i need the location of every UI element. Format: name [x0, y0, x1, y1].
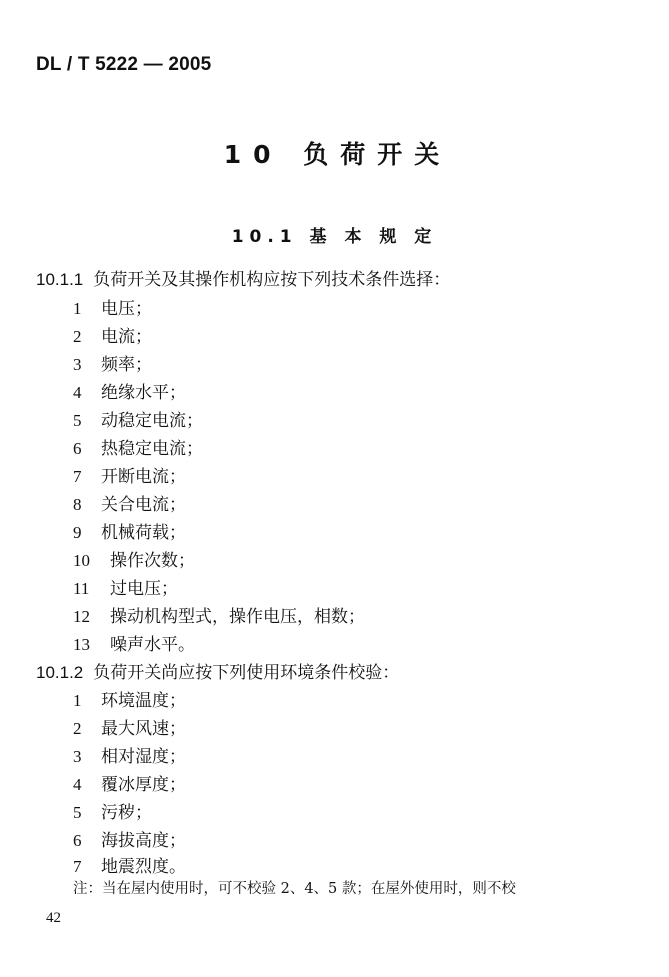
item-text: 噪声水平。 [110, 635, 195, 655]
item-text: 操动机构型式，操作电压，相数； [110, 607, 365, 627]
list-item [73, 546, 195, 571]
item-number: 7 [73, 467, 82, 486]
item-text: 环境温度； [101, 691, 186, 711]
item-number: 9 [73, 523, 82, 542]
item-text: 关合电流； [101, 495, 186, 515]
item-text: 热稳定电流； [101, 439, 203, 459]
item-text: 动稳定电流； [101, 411, 203, 431]
note-text: 注：当在屋内使用时，可不校验 2、4、5 款；在屋外使用时，则不校 [73, 881, 516, 897]
item-number: 2 [73, 327, 82, 346]
item-number: 4 [73, 775, 82, 794]
list-item [73, 294, 152, 319]
list-item [73, 770, 186, 795]
list-item [73, 434, 203, 459]
item-number: 2 [73, 719, 82, 738]
item-text: 操作次数； [110, 551, 195, 571]
item-number: 4 [73, 383, 82, 402]
standard-code: DL / T 5222 — 2005 [36, 54, 212, 75]
item-number: 3 [73, 747, 82, 766]
item-number: 1 [73, 299, 82, 318]
item-text: 污秽； [101, 803, 152, 823]
list-item [73, 462, 186, 487]
list-item [73, 826, 186, 851]
item-text: 电压； [101, 299, 152, 319]
list-item [73, 742, 186, 767]
item-number: 6 [73, 831, 82, 850]
item-number: 12 [73, 607, 90, 626]
list-item [73, 602, 365, 627]
item-number: 1 [73, 691, 82, 710]
item-number: 5 [73, 803, 82, 822]
item-text: 地震烈度。 [101, 857, 186, 877]
item-number: 10 [73, 551, 90, 570]
list-item [73, 518, 186, 543]
item-number: 5 [73, 411, 82, 430]
list-item [73, 322, 152, 347]
list-item [73, 714, 186, 739]
list-item [73, 630, 195, 655]
list-item [73, 350, 152, 375]
item-text: 相对湿度； [101, 747, 186, 767]
list-item [73, 406, 203, 431]
item-text: 机械荷载； [101, 523, 186, 543]
item-number: 6 [73, 439, 82, 458]
clause-text: 负荷开关尚应按下列使用环境条件校验： [93, 663, 400, 683]
item-text: 绝缘水平； [101, 383, 186, 403]
chapter-title: 10 负荷开关 [223, 140, 452, 169]
section-title: 10.1 基 本 规 定 [231, 227, 438, 247]
item-number: 13 [73, 635, 90, 654]
item-number: 11 [73, 579, 90, 598]
page-number: 42 [46, 910, 61, 926]
clause-10-1-2 [36, 658, 399, 683]
list-item [73, 798, 152, 823]
item-number: 3 [73, 355, 82, 374]
list-item [73, 686, 186, 711]
list-item [73, 378, 186, 403]
clause-number: 10.1.2 [36, 663, 84, 682]
item-text: 电流； [101, 327, 152, 347]
list-item [73, 490, 186, 515]
list-item [73, 852, 186, 877]
clause-text: 负荷开关及其操作机构应按下列技术条件选择： [93, 270, 451, 290]
item-text: 海拔高度； [101, 831, 186, 851]
item-text: 开断电流； [101, 467, 186, 487]
item-number: 8 [73, 495, 82, 514]
item-text: 频率； [101, 355, 152, 375]
list-item [73, 574, 178, 599]
clause-number: 10.1.1 [36, 270, 84, 289]
item-text: 最大风速； [101, 719, 186, 739]
item-text: 过电压； [110, 579, 178, 599]
item-number: 7 [73, 857, 82, 876]
clause-10-1-1 [36, 265, 450, 290]
item-text: 覆冰厚度； [101, 775, 186, 795]
